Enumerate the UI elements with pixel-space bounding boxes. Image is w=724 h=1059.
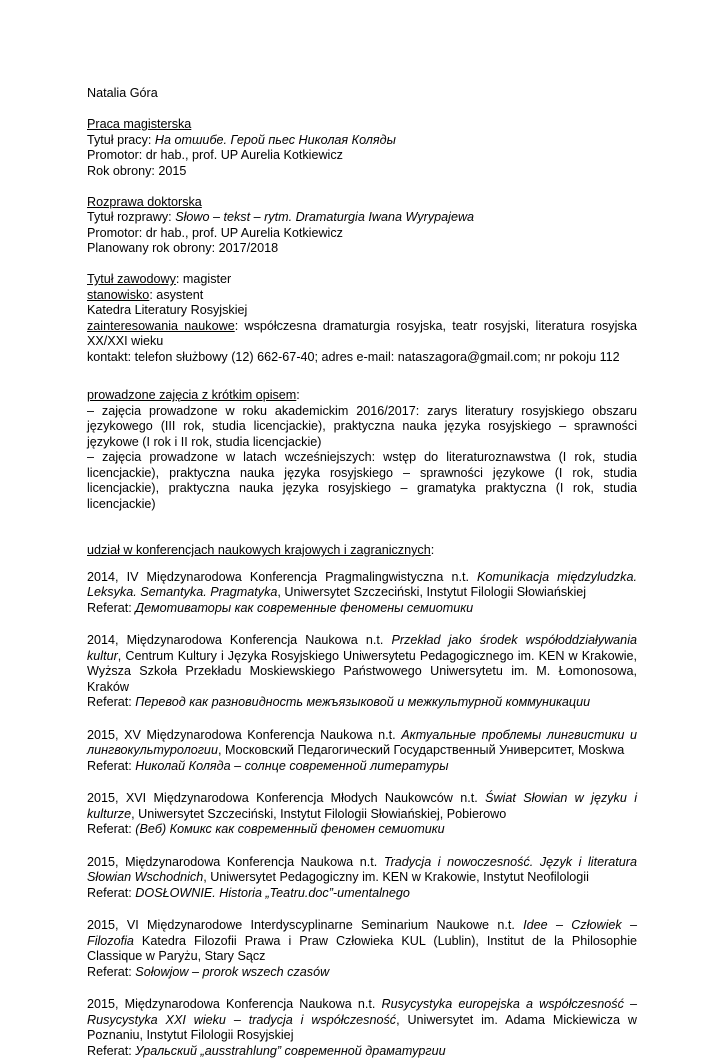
conference-meta: 2014, IV Międzynarodowa Konferencja Pragmalingwistyczna n.t. [87, 570, 477, 584]
conference-description [87, 728, 637, 759]
conference-venue: , Московский Педагогический Государственный Университет, Moskwa [218, 743, 624, 757]
doctoral-title: Słowo – tekst – rytm. Dramaturgia Iwana Wyrypajewa [175, 210, 474, 224]
conference-description [87, 997, 637, 1044]
conference-description [87, 918, 637, 965]
teaching-item: – zajęcia prowadzone w roku akademickim 2016/2017: zarys literatury rosyjskiego obszaru językowego (III rok, studia licencjackie), praktyczna nauka języka rosyjskiego – sprawności językowe (I rok i II rok, studia licencjackie) [87, 404, 637, 451]
position-value: : asystent [149, 288, 203, 302]
referat-label: Referat: [87, 759, 135, 773]
position-label: stanowisko [87, 288, 149, 302]
conference-referat [87, 601, 637, 617]
conference-title: Komunikacja międzyludzka. Leksyka. Semantyka. Pragmatyka [87, 570, 637, 600]
conference-title: Tradycja i nowoczesność. Język i literatura Słowian Wschodnich [87, 855, 637, 885]
conference-meta: 2015, Międzynarodowa Konferencja Naukowa n.t. [87, 855, 384, 869]
conference-description [87, 791, 637, 822]
conference-referat [87, 886, 637, 902]
conference-meta: 2015, VI Międzynarodowe Interdyscyplinarne Seminarium Naukowe n.t. [87, 918, 523, 932]
conference-title: Świat Słowian w języku i kulturze [87, 791, 637, 821]
referat-title: DOSŁOWNIE. Historia „Teatru.doc”-umentalnego [135, 886, 410, 900]
conference-description [87, 855, 637, 886]
teaching-heading-line [87, 388, 637, 404]
author-name: Natalia Góra [87, 86, 637, 102]
conference-referat [87, 965, 637, 981]
doctoral-promotor: Promotor: dr hab., prof. UP Aurelia Kotkiewicz [87, 226, 637, 242]
conferences-heading: udział w konferencjach naukowych krajowych i zagranicznych [87, 543, 431, 557]
referat-title: Перевод как разновидность межъязыковой и межкультурной коммуникации [135, 695, 590, 709]
conference-entry [87, 791, 637, 838]
referat-label: Referat: [87, 886, 135, 900]
teaching-item: – zajęcia prowadzone w latach wcześniejszych: wstęp do literaturoznawstwa (I rok, studia licencjackie), praktyczna nauka języka rosyjskiego – sprawności językowe (I rok, studia licencjackie), praktyczna nauka języka rosyjskiego – gramatyka praktyczna (I rok, studia licencjackie) [87, 450, 637, 512]
doctoral-year: Planowany rok obrony: 2017/2018 [87, 241, 637, 257]
referat-label: Referat: [87, 695, 135, 709]
conference-title: Przekład jako środek współoddziaływania kultur [87, 633, 637, 663]
conference-meta: 2015, XVI Międzynarodowa Konferencja Młodych Naukowców n.t. [87, 791, 485, 805]
referat-label: Referat: [87, 1044, 135, 1058]
conference-venue: , Uniwersytet Szczeciński, Instytut Filologii Słowiańskiej [277, 585, 586, 599]
doctoral-title-line [87, 210, 637, 226]
doctoral-title-label: Tytuł rozprawy: [87, 210, 175, 224]
referat-label: Referat: [87, 822, 135, 836]
conference-meta: 2015, Międzynarodowa Konferencja Naukowa n.t. [87, 997, 382, 1011]
conference-venue: Katedra Filozofii Prawa i Praw Człowieka KUL (Lublin), Institut de la Philosophie Classique w Paryżu, Stary Sącz [87, 934, 637, 964]
doctoral-section [87, 195, 637, 257]
conference-entry [87, 570, 637, 617]
conference-entry [87, 918, 637, 980]
masters-section [87, 117, 637, 179]
conference-entry [87, 728, 637, 775]
conference-entry [87, 855, 637, 902]
teaching-heading-colon: : [296, 388, 300, 402]
referat-title: (Веб) Комикс как современный феномен семиотики [135, 822, 444, 836]
referat-title: Sołowjow – prorok wszech czasów [135, 965, 329, 979]
conference-venue: , Uniwersytet im. Adama Mickiewicza w Poznaniu, Instytut Filologii Rosyjskiej [87, 1013, 637, 1043]
referat-title: Демотиваторы как современные феномены семиотики [135, 601, 473, 615]
conference-venue: , Centrum Kultury i Języka Rosyjskiego Uniwersytetu Pedagogicznego im. KEN w Krakowie, Wyższa Szkoła Przekładu Moskiewskiego Państwowego Uniwersytetu im. M. Łomonosowa, Kraków [87, 649, 637, 694]
interests-label: zainteresowania naukowe [87, 319, 235, 333]
degree-line [87, 272, 637, 288]
interests-value: : współczesna dramaturgia rosyjska, teatr rosyjski, literatura rosyjska XX/XXI wieku [87, 319, 637, 349]
conference-title: Rusycystyka europejska a współczesność – Rusycystyka XXI wieku – tradycja i współczesność [87, 997, 637, 1027]
conference-list [87, 570, 637, 1059]
masters-title: На отшибе. Герой пьес Николая Коляды [155, 133, 396, 147]
referat-label: Referat: [87, 601, 135, 615]
profile-section [87, 272, 637, 365]
conferences-heading-colon: : [431, 543, 435, 557]
masters-heading: Praca magisterska [87, 117, 637, 133]
conference-referat [87, 1044, 637, 1059]
contact-line: kontakt: telefon służbowy (12) 662-67-40; adres e-mail: nataszagora@gmail.com; nr pokoju 112 [87, 350, 637, 366]
department: Katedra Literatury Rosyjskiej [87, 303, 637, 319]
conference-referat [87, 695, 637, 711]
conference-title: Актуальные проблемы лингвистики и лингвокультурологии [87, 728, 637, 758]
conference-venue: , Uniwersytet Szczeciński, Instytut Filologii Słowiańskiej, Pobierowo [131, 807, 506, 821]
conference-venue: , Uniwersytet Pedagogiczny im. KEN w Krakowie, Instytut Neofilologii [203, 870, 589, 884]
conferences-heading-line [87, 543, 637, 559]
position-line [87, 288, 637, 304]
teaching-heading: prowadzone zajęcia z krótkim opisem [87, 388, 296, 402]
masters-title-line [87, 133, 637, 149]
masters-title-label: Tytuł pracy: [87, 133, 155, 147]
referat-title: Николай Коляда – солнце современной литературы [135, 759, 448, 773]
referat-title: Уральский „ausstrahlung” современной драматургии [135, 1044, 445, 1058]
conference-title: Idee – Człowiek – Filozofia [87, 918, 637, 948]
conferences-section [87, 543, 637, 1059]
teaching-section [87, 388, 637, 512]
referat-label: Referat: [87, 965, 135, 979]
masters-promotor: Promotor: dr hab., prof. UP Aurelia Kotkiewicz [87, 148, 637, 164]
degree-label: Tytuł zawodowy [87, 272, 176, 286]
conference-description [87, 633, 637, 695]
degree-value: : magister [176, 272, 231, 286]
conference-meta: 2015, XV Międzynarodowa Konferencja Naukowa n.t. [87, 728, 401, 742]
masters-year: Rok obrony: 2015 [87, 164, 637, 180]
interests-line [87, 319, 637, 350]
conference-entry [87, 633, 637, 711]
conference-meta: 2014, Międzynarodowa Konferencja Naukowa n.t. [87, 633, 391, 647]
conference-entry [87, 997, 637, 1059]
doctoral-heading: Rozprawa doktorska [87, 195, 637, 211]
conference-referat [87, 759, 637, 775]
conference-referat [87, 822, 637, 838]
document-page [87, 86, 637, 1059]
conference-description [87, 570, 637, 601]
